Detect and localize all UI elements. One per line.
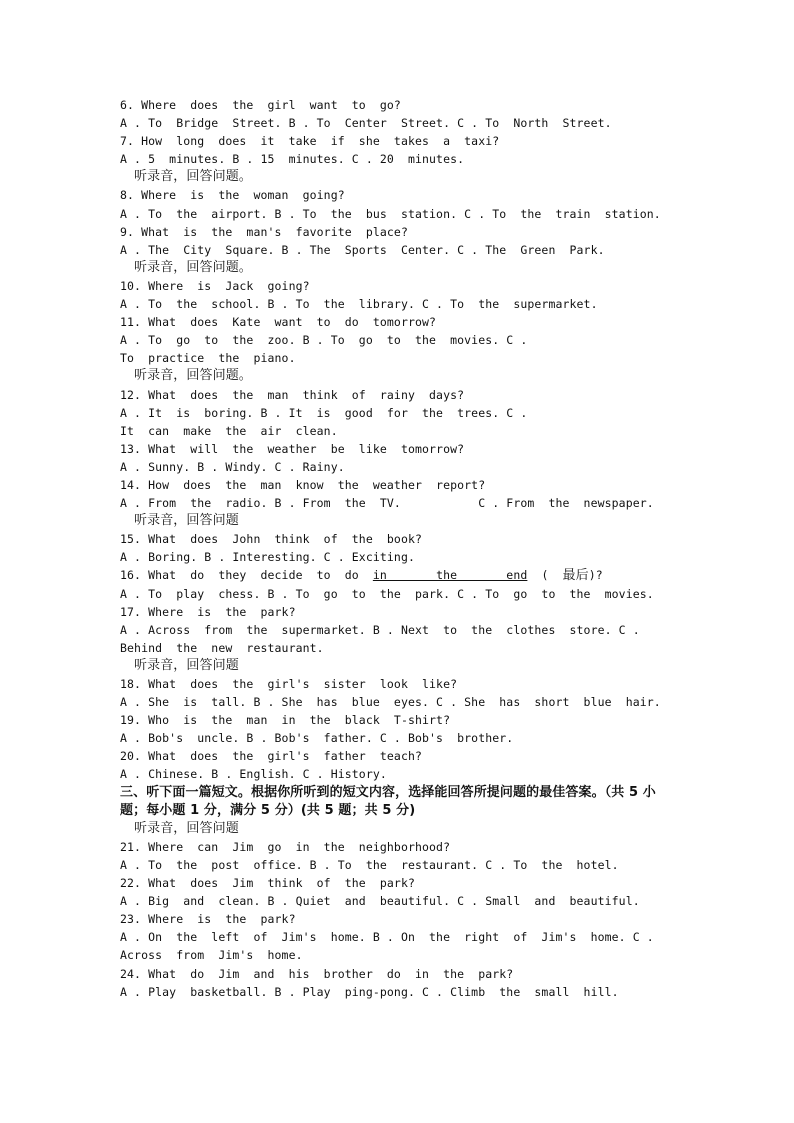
line-text: 13. What will the weather be like tomorrow? bbox=[120, 441, 465, 456]
line-text: A . On the left of Jim's home. B . On the right of Jim's home. C . bbox=[120, 930, 654, 945]
text-line bbox=[120, 838, 680, 856]
line-text: A . To Bridge Street. B . To Center Street. C . To North Street. bbox=[120, 116, 612, 131]
text-line bbox=[120, 548, 680, 566]
line-text: 10. Where is Jack going? bbox=[120, 278, 310, 293]
line-text: 9. What is the man's favorite place? bbox=[120, 224, 408, 239]
line-text-end: )? bbox=[588, 568, 603, 583]
text-line bbox=[120, 729, 680, 747]
document-body bbox=[120, 96, 680, 1001]
text-line bbox=[120, 675, 680, 693]
text-line bbox=[120, 784, 680, 820]
text-line bbox=[120, 349, 680, 367]
line-text: 6. Where does the girl want to go? bbox=[120, 98, 401, 112]
text-line bbox=[120, 114, 680, 132]
line-text: Behind the new restaurant. bbox=[120, 640, 324, 655]
line-text-after: ( bbox=[527, 568, 563, 583]
text-line bbox=[120, 965, 680, 983]
line-text: 三、听下面一篇短文。根据你所听到的短文内容，选择能回答所提问题的最佳答案。（共 5 小题；每小题 1 分，满分 5 分）(共 5 题；共 5 分) bbox=[120, 784, 656, 818]
line-text: 听录音，回答问题 bbox=[134, 820, 239, 836]
underlined-phrase: in the end bbox=[372, 568, 528, 583]
line-text: A . The City Square. B . The Sports Center. C . The Green Park. bbox=[120, 242, 605, 257]
text-line bbox=[120, 928, 680, 946]
text-line bbox=[120, 476, 680, 494]
text-line bbox=[120, 277, 680, 295]
text-line bbox=[120, 711, 680, 729]
text-line bbox=[120, 422, 680, 440]
line-text: 听录音，回答问题。 bbox=[134, 259, 252, 275]
line-text: A . It is boring. B . It is good for the trees. C . bbox=[120, 405, 528, 420]
text-line bbox=[120, 820, 680, 838]
line-text: A . Across from the supermarket. B . Next to the clothes store. C . bbox=[120, 622, 640, 637]
line-text: A . To the airport. B . To the bus station. C . To the train station. bbox=[120, 206, 661, 221]
line-text: A . Sunny. B . Windy. C . Rainy. bbox=[120, 459, 345, 474]
line-text: 23. Where is the park? bbox=[120, 912, 296, 927]
text-line bbox=[120, 223, 680, 241]
line-text: A . 5 minutes. B . 15 minutes. C . 20 minutes. bbox=[120, 152, 465, 167]
text-line bbox=[120, 132, 680, 150]
text-line bbox=[120, 168, 680, 186]
text-line bbox=[120, 259, 680, 277]
line-text: 21. Where can Jim go in the neighborhood? bbox=[120, 839, 451, 854]
text-line bbox=[120, 603, 680, 621]
text-line bbox=[120, 747, 680, 765]
line-text: It can make the air clean. bbox=[120, 423, 338, 438]
line-text: A . From the radio. B . From the TV. C . From the newspaper. bbox=[120, 496, 654, 511]
line-text: A . She is tall. B . She has blue eyes. C . She has short blue hair. bbox=[120, 695, 661, 710]
text-line bbox=[120, 440, 680, 458]
text-line bbox=[120, 946, 680, 964]
line-text: To practice the piano. bbox=[120, 351, 296, 366]
line-text: A . Boring. B . Interesting. C . Exciting. bbox=[120, 550, 415, 565]
line-text: A . Chinese. B . English. C . History. bbox=[120, 767, 387, 782]
text-line bbox=[120, 241, 680, 259]
text-line bbox=[120, 313, 680, 331]
text-line bbox=[120, 566, 680, 584]
line-text: 18. What does the girl's sister look like? bbox=[120, 677, 458, 691]
text-line bbox=[120, 367, 680, 385]
text-line bbox=[120, 910, 680, 928]
line-text: A . Bob's uncle. B . Bob's father. C . Bob's brother. bbox=[120, 731, 514, 746]
line-text: 19. Who is the man in the black T-shirt? bbox=[120, 713, 451, 728]
text-line bbox=[120, 856, 680, 874]
line-text: 22. What does Jim think of the park? bbox=[120, 876, 415, 891]
text-line bbox=[120, 331, 680, 349]
line-text: 14. How does the man know the weather report? bbox=[120, 477, 486, 492]
line-text: A . Big and clean. B . Quiet and beautiful. C . Small and beautiful. bbox=[120, 894, 640, 909]
text-line bbox=[120, 386, 680, 404]
line-text: 15. What does John think of the book? bbox=[120, 532, 423, 547]
text-line bbox=[120, 512, 680, 530]
line-text: A . To the school. B . To the library. C . To the supermarket. bbox=[120, 297, 598, 312]
text-line bbox=[120, 657, 680, 675]
line-text: 听录音，回答问题 bbox=[134, 657, 239, 673]
line-text: A . To go to the zoo. B . To go to the movies. C . bbox=[120, 333, 528, 348]
text-line bbox=[120, 205, 680, 223]
line-text: 听录音，回答问题。 bbox=[134, 368, 252, 384]
line-text: 16. What do they decide to do bbox=[120, 568, 373, 583]
text-line bbox=[120, 621, 680, 639]
line-text: Across from Jim's home. bbox=[120, 948, 303, 963]
text-line bbox=[120, 458, 680, 476]
line-text: 听录音，回答问题 bbox=[134, 513, 239, 529]
text-line bbox=[120, 96, 680, 114]
line-text: A . To the post office. B . To the restaurant. C . To the hotel. bbox=[120, 857, 619, 872]
line-text: A . To play chess. B . To go to the park. C . To go to the movies. bbox=[120, 586, 654, 601]
text-line bbox=[120, 530, 680, 548]
text-line bbox=[120, 404, 680, 422]
text-line bbox=[120, 585, 680, 603]
line-text: 听录音，回答问题。 bbox=[134, 169, 252, 185]
text-line bbox=[120, 295, 680, 313]
line-text: 24. What do Jim and his brother do in the park? bbox=[120, 966, 514, 981]
line-text: 7. How long does it take if she takes a taxi? bbox=[120, 134, 500, 149]
text-line bbox=[120, 693, 680, 711]
text-line bbox=[120, 639, 680, 657]
line-text: 17. Where is the park? bbox=[120, 604, 296, 619]
text-line bbox=[120, 186, 680, 204]
line-text: A . Play basketball. B . Play ping-pong. C . Climb the small hill. bbox=[120, 984, 619, 999]
chinese-gloss: 最后 bbox=[562, 568, 589, 584]
line-text: 12. What does the man think of rainy days? bbox=[120, 387, 465, 402]
text-line bbox=[120, 892, 680, 910]
text-line bbox=[120, 983, 680, 1001]
line-text: 8. Where is the woman going? bbox=[120, 188, 345, 203]
line-text: 11. What does Kate want to do tomorrow? bbox=[120, 315, 437, 330]
text-line bbox=[120, 150, 680, 168]
text-line bbox=[120, 874, 680, 892]
line-text: 20. What does the girl's father teach? bbox=[120, 749, 423, 764]
text-line bbox=[120, 765, 680, 783]
text-line bbox=[120, 494, 680, 512]
